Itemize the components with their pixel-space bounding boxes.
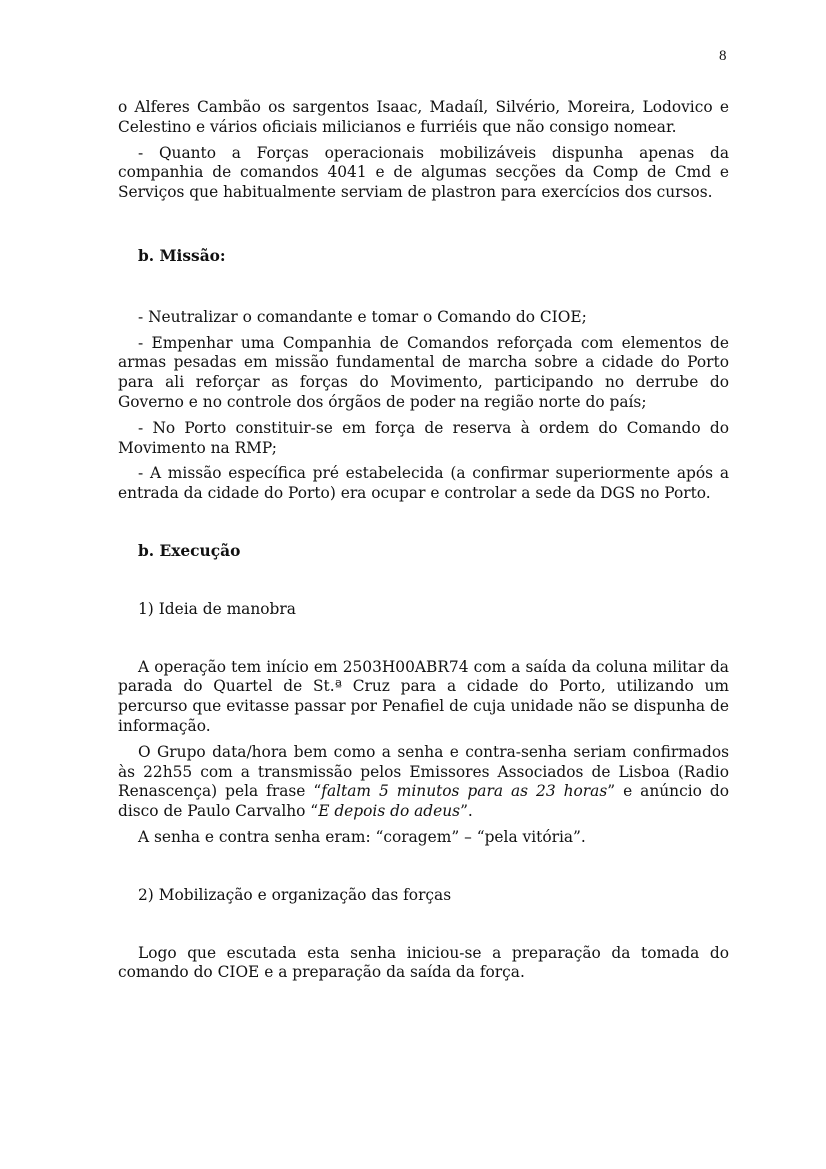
page-number: 8: [719, 48, 727, 64]
text-segment: ”.: [460, 802, 473, 821]
text-segment: ” e anúncio do disco de Paulo Carvalho “: [118, 782, 729, 821]
missao-item-3: - No Porto constituir-se em força de reserva à ordem do Comando do Movimento na RMP;: [118, 418, 729, 457]
document-body: [118, 98, 729, 983]
subheading-mobilizacao: 2) Mobilização e organização das forças: [138, 885, 452, 904]
missao-item-4: - A missão específica pré estabelecida (a confirmar superiormente após a entrada da cidade do Porto) era ocupar e controlar a sede da DGS no Porto.: [118, 464, 729, 503]
missao-item-2: - Empenhar uma Companhia de Comandos reforçada com elementos de armas pesadas em missão fundamental de marcha sobre a cidade do Porto para ali reforçar as forças do Movimento, participando no derrube do Governo e no controle dos órgãos de poder na região norte do país;: [118, 333, 729, 411]
paragraph-preparacao: Logo que escutada esta senha iniciou-se a preparação da tomada do comando do CIOE e a preparação da saída da força.: [118, 943, 729, 982]
heading-execucao: b. Execução: [138, 541, 241, 560]
italic-phrase-adeus: E depois do adeus: [318, 802, 461, 821]
paragraph-inicio-operacao: A operação tem início em 2503H00ABR74 com a saída da coluna militar da parada do Quartel de St.ª Cruz para a cidade do Porto, utilizando um percurso que evitasse passar por Penafiel de cuja unidade não se dispunha de informação.: [118, 657, 729, 735]
paragraph-officers: o Alferes Cambão os sargentos Isaac, Madaíl, Silvério, Moreira, Lodovico e Celestino e vários oficiais milicianos e furriéis que não consigo nomear.: [118, 98, 729, 136]
missao-item-1: - Neutralizar o comandante e tomar o Comando do CIOE;: [138, 307, 587, 326]
heading-missao: b. Missão:: [138, 246, 226, 265]
subheading-ideia-manobra: 1) Ideia de manobra: [138, 599, 296, 618]
paragraph-grupo-data-hora: [118, 743, 729, 822]
paragraph-forces: - Quanto a Forças operacionais mobilizáveis dispunha apenas da companhia de comandos 4041 e de algumas secções da Comp de Cmd e Serviços que habitualmente serviam de plastron para exercícios dos cursos.: [118, 143, 729, 202]
paragraph-senha: A senha e contra senha eram: “coragem” – “pela vitória”.: [138, 827, 586, 846]
text-segment: O Grupo data/hora bem como a senha e contra-senha seriam confirmados às 22h55 com a transmissão pelos Emissores Associados de Lisboa (Radio Renascença) pela frase “: [118, 742, 729, 801]
italic-phrase-faltam: faltam 5 minutos para as 23 horas: [321, 782, 608, 801]
